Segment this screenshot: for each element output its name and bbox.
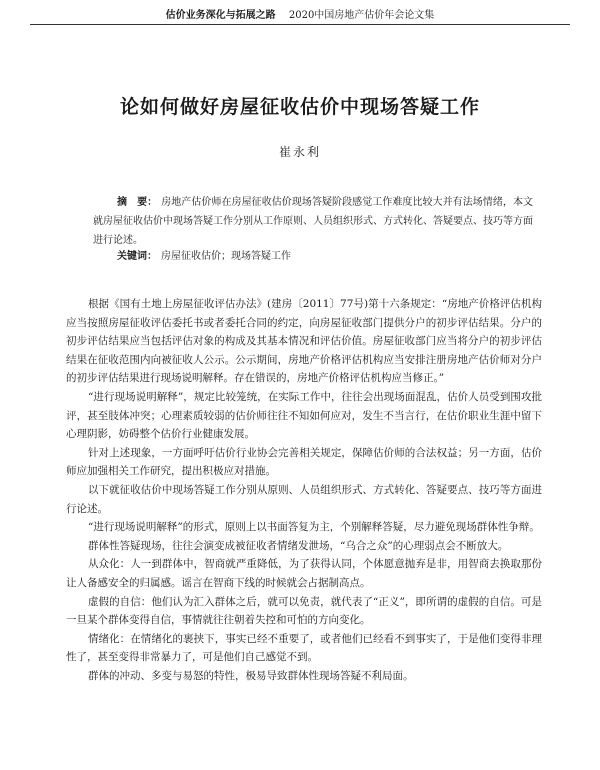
body-text (66, 295, 542, 685)
body-paragraph: “进行现场说明解释”的形式，原则上以书面答复为主，个别解释答疑，尽力避免现场群体性争辩。 (88, 521, 540, 534)
running-head-left: 估价业务深化与拓展之路 (165, 10, 276, 21)
running-head (0, 6, 600, 21)
body-paragraph: 以下就征收估价中现场答疑工作分别从原则、人员组织形式、方式转化、答疑要点、技巧等方面进行论述。 (66, 483, 542, 515)
header-rule (30, 24, 570, 25)
abstract-label: 摘 要： (117, 197, 158, 208)
article-title: 论如何做好房屋征收估价中现场答疑工作 (119, 96, 480, 118)
running-head-right: 2020中国房地产估价年会论文集 (288, 10, 435, 21)
body-paragraph: 情绪化：在情绪化的裹挟下，事实已经不重要了，或者他们已经看不到事实了，于是他们变得非理性了，甚至变得非常暴力了，可是他们自己感觉不到。 (66, 632, 542, 664)
body-paragraph: “进行现场说明解释”，规定比较笼统，在实际工作中，往往会出现场面混乱，估价人员受到围攻批评，甚至肢体冲突；心理素质较弱的估价师往往不知如何应对，发生不当言行，在估价职业生涯中留下心理阴影，妨碍整个估价行业健康发展。 (66, 390, 542, 441)
keywords-label: 关键词： (117, 251, 157, 262)
body-paragraph: 群体的冲动、多变与易怒的特性，极易导致群体性现场答疑不利局面。 (88, 669, 414, 682)
body-paragraph: 针对上述现象，一方面呼吁估价行业协会完善相关规定，保障估价师的合法权益；另一方面，估价师应加强相关工作研究，提出积极应对措施。 (66, 446, 542, 478)
body-paragraph: 群体性答疑现场，往往会演变成被征收者情绪发泄场，“乌合之众”的心理弱点会不断放大。 (88, 539, 509, 552)
abstract-text: 房地产估价师在房屋征收估价现场答疑阶段感觉工作难度比较大并有法场情绪，本文就房屋征收估价中现场答疑工作分别从工作原则、人员组织形式、方式转化、答疑要点、技巧等方面进行论述。 (93, 197, 534, 246)
author-name: 崔永利 (278, 145, 321, 159)
body-paragraph: 虚假的自信：他们认为汇入群体之后，就可以免责，就代表了“正义”，即所谓的虚假的自信。可是一旦某个群体变得自信，事情就往往朝着失控和可怕的方向变化。 (66, 595, 542, 627)
body-paragraph: 从众化：人一到群体中，智商就严重降低，为了获得认同，个体愿意抛弃是非，用智商去换取那份让人备感安全的归属感。谣言在智商下线的时候就会占据制高点。 (66, 558, 542, 589)
body-paragraph: 根据《国有土地上房屋征收评估办法》(建房〔2011〕77号)第十六条规定：“房地产价格评估机构应当按照房屋征收评估委托书或者委托合同的约定，向房屋征收部门提供分户的初步评估结果。分户的初步评估结果应当包括评估对象的构成及其基本情况和评估价值。房屋征收部门应当将分户的初步评估结果在征收范围内向被征收人公示。公示期间，房地产价格评估机构应当安排注册房地产估价师对分户的初步评估结果进行现场说明解释。存在错误的，房地产价格评估机构应当修正。” (66, 298, 542, 385)
keywords-text: 房屋征收估价；现场答疑工作 (161, 251, 291, 262)
abstract (93, 193, 533, 250)
keywords (93, 247, 533, 266)
